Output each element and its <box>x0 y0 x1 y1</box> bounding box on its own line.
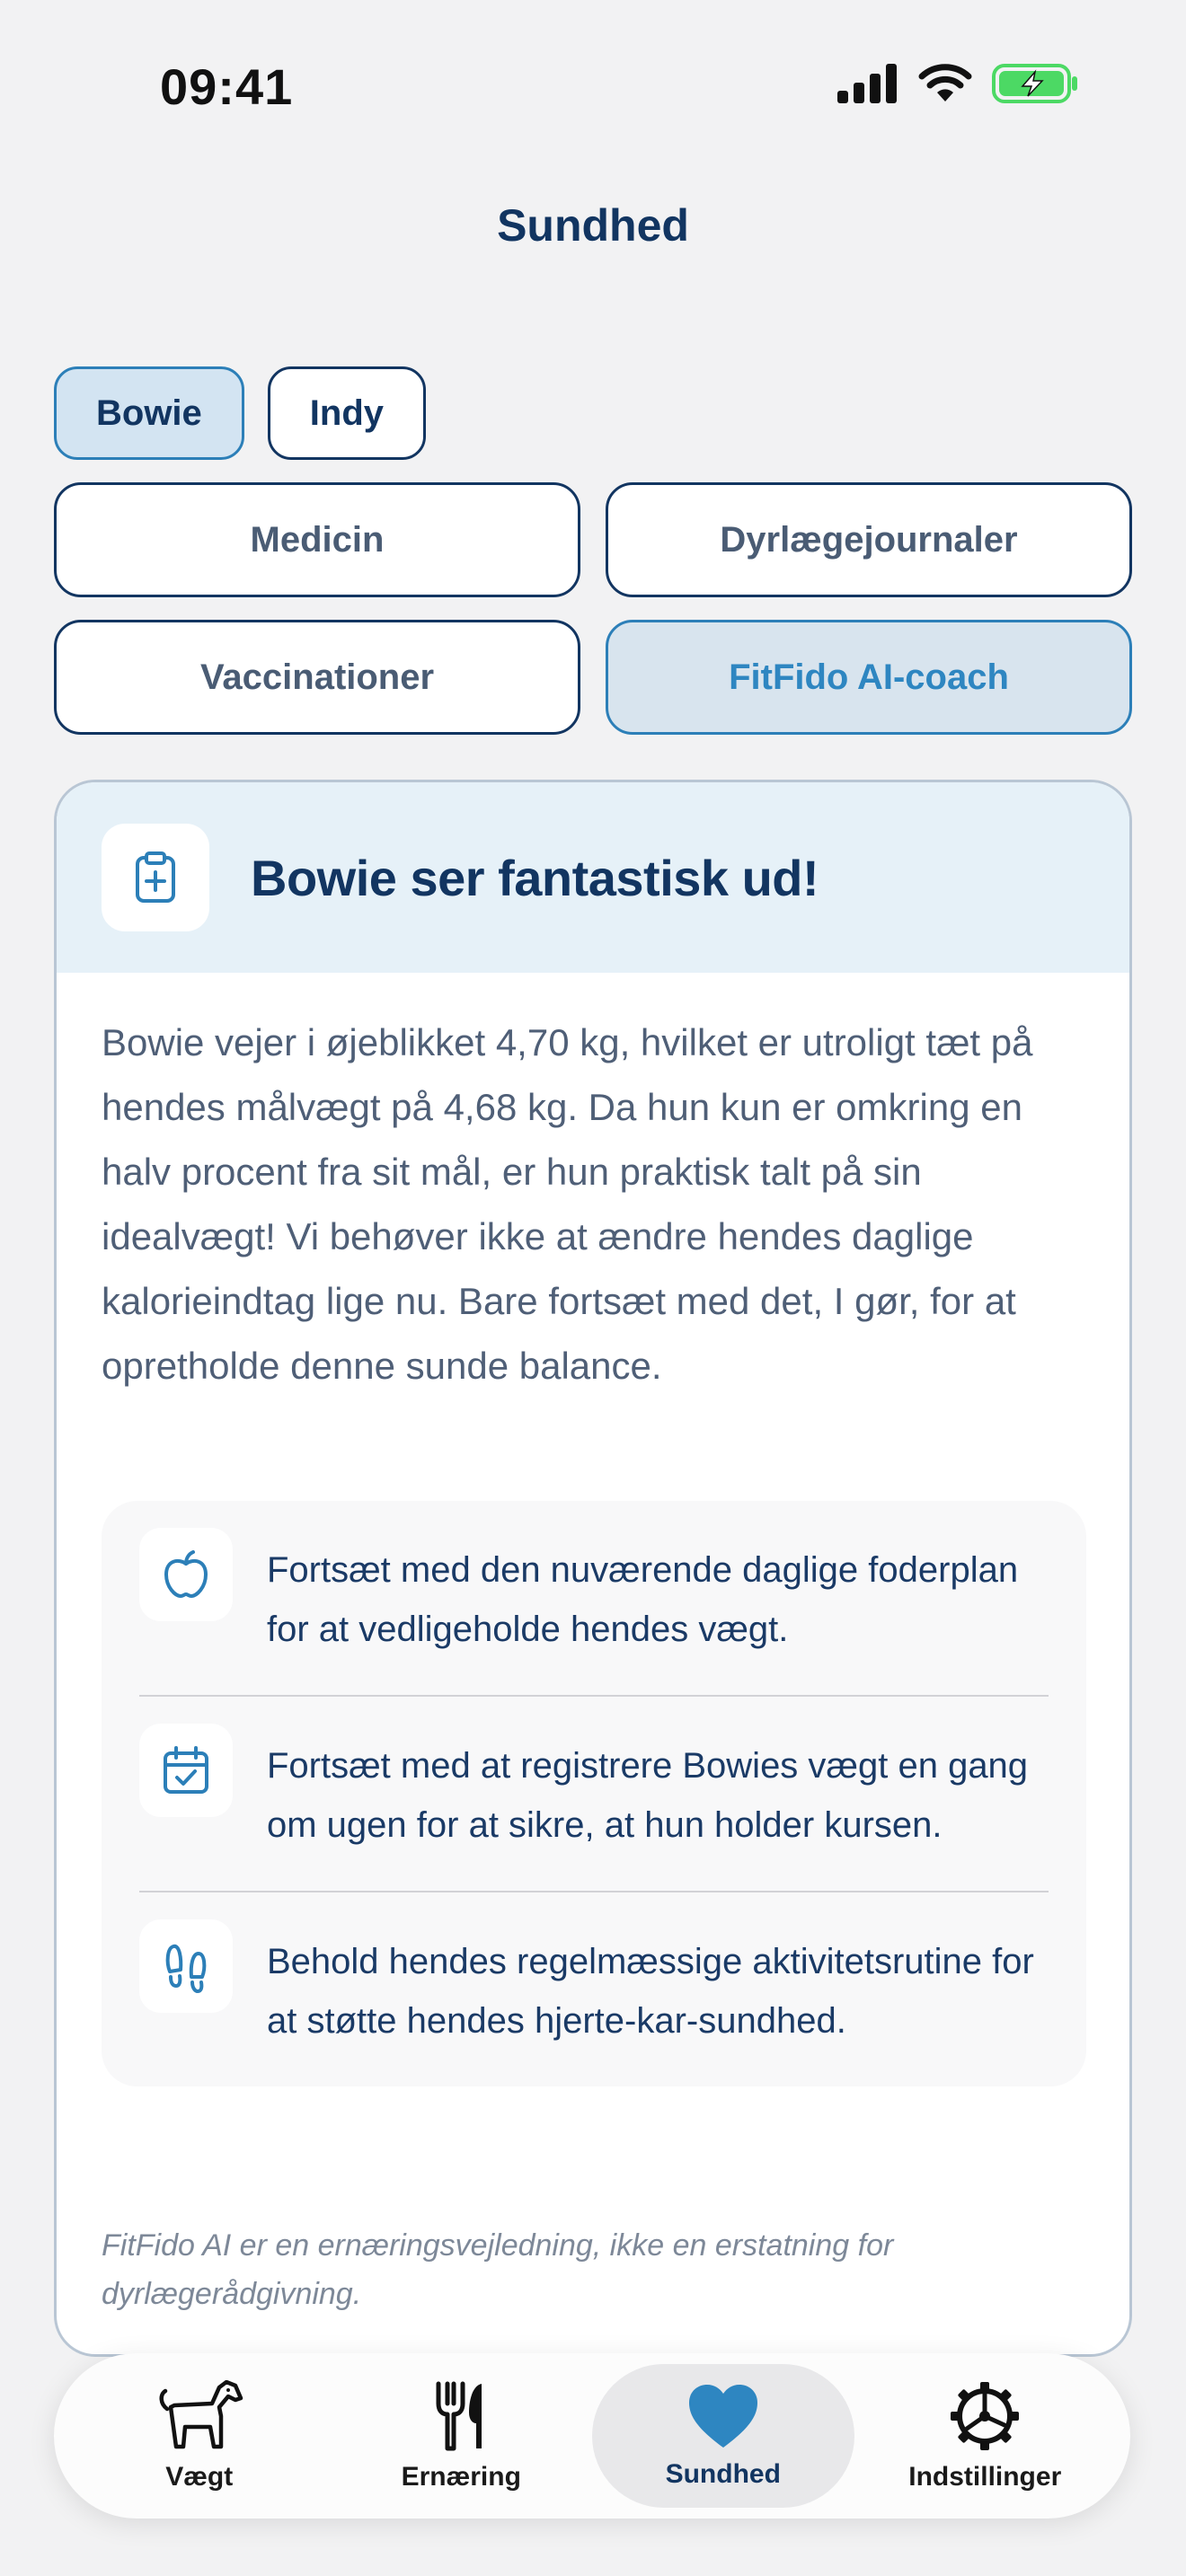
card-body-text: Bowie vejer i øjeblikket 4,70 kg, hvilket er utroligt tæt på hendes målvægt på 4,68 kg. Da hun kun er omkring en halv procent fra sit mål, er hun praktisk talt på sin idealvægt! Vi behøver ikke at ændre hendes daglige kalorieindtag lige nu. Bare fortsæt med det, I gør, for at opretholde denne sunde balance. <box>102 1021 1033 1387</box>
ai-coach-button[interactable]: FitFido AI-coach <box>606 620 1132 735</box>
tab-settings[interactable] <box>854 2364 1117 2508</box>
list-item <box>139 1501 1049 1697</box>
list-item <box>139 1892 1049 2086</box>
status-icons <box>837 63 1078 109</box>
pet-tab-indy[interactable]: Indy <box>268 366 426 460</box>
dog-icon <box>155 2380 244 2457</box>
page-title: Sundhed <box>497 200 689 251</box>
clipboard-plus-icon <box>102 824 209 931</box>
tip-text: Fortsæt med at registrere Bowies vægt en gang om ugen for at sikre, at hun holder kursen. <box>267 1746 1029 1845</box>
footprints-icon <box>139 1919 233 2013</box>
tips-list <box>102 1501 1086 2086</box>
ai-coach-card <box>54 780 1132 2357</box>
tab-bar <box>54 2353 1130 2519</box>
medicine-button[interactable]: Medicin <box>54 482 580 597</box>
calendar-check-icon <box>139 1724 233 1817</box>
wifi-icon <box>918 64 972 108</box>
signal-icon <box>837 64 898 108</box>
tab-nutrition[interactable] <box>331 2364 593 2508</box>
tab-health-label: Sundhed <box>665 2458 781 2489</box>
pet-selector <box>54 366 426 460</box>
heart-icon <box>687 2383 759 2454</box>
gear-icon <box>949 2380 1021 2457</box>
card-header <box>57 782 1129 973</box>
disclaimer-text: FitFido AI er en ernæringsvejledning, ikke en erstatning for dyrlægerådgivning. <box>102 2228 894 2311</box>
tab-health[interactable] <box>592 2364 854 2508</box>
status-time: 09:41 <box>160 58 294 115</box>
list-item <box>139 1697 1049 1892</box>
tab-settings-label: Indstillinger <box>908 2461 1062 2492</box>
vaccinations-button[interactable]: Vaccinationer <box>54 620 580 735</box>
tab-weight-label: Vægt <box>165 2461 234 2492</box>
pet-tab-bowie[interactable]: Bowie <box>54 366 244 460</box>
fork-knife-icon <box>429 2380 492 2457</box>
card-title: Bowie ser fantastisk ud! <box>251 849 819 906</box>
tip-text: Behold hendes regelmæssige aktivitetsrutine for at støtte hendes hjerte-kar-sundhed. <box>267 1942 1034 2041</box>
status-bar <box>0 0 1186 171</box>
tab-nutrition-label: Ernæring <box>401 2461 521 2492</box>
apple-icon <box>139 1528 233 1621</box>
tab-weight[interactable] <box>68 2364 331 2508</box>
vet-records-button[interactable]: Dyrlægejournaler <box>606 482 1132 597</box>
battery-icon <box>992 63 1078 109</box>
tip-text: Fortsæt med den nuværende daglige foderplan for at vedligeholde hendes vægt. <box>267 1550 1019 1649</box>
